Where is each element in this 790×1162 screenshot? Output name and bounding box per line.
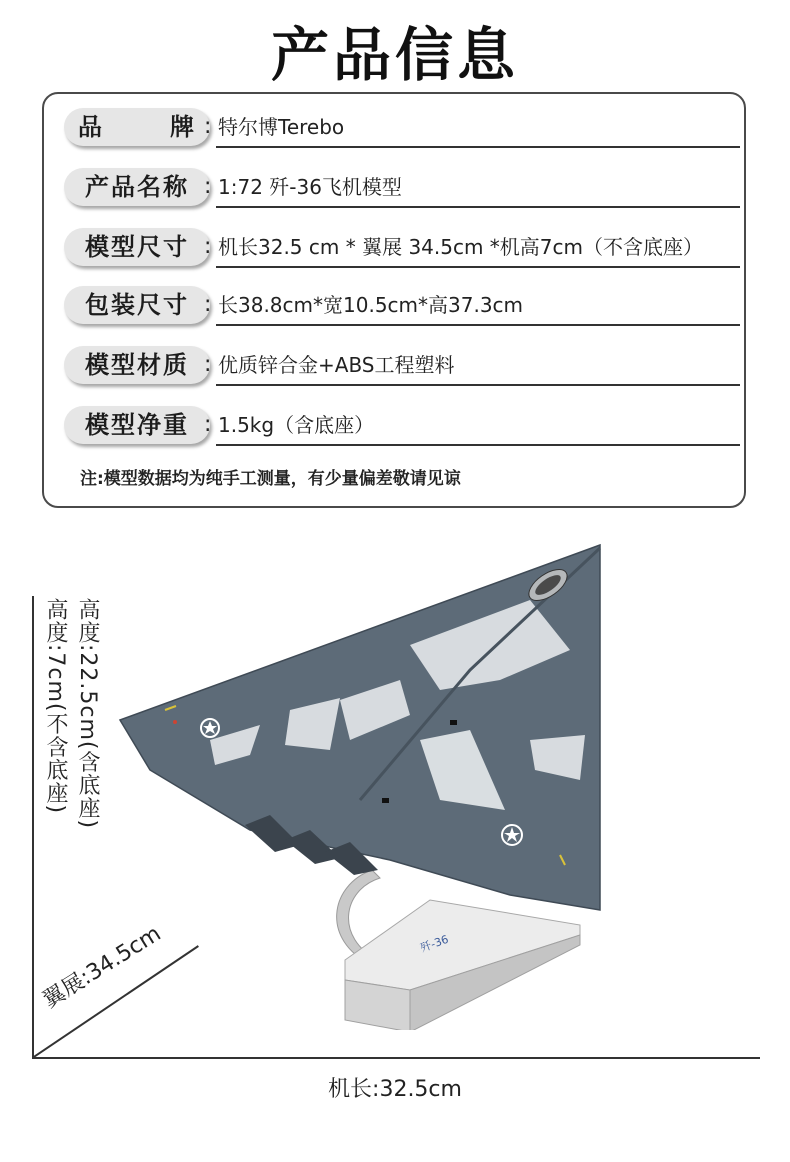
height-axis-line (32, 596, 34, 1058)
spec-colon: : (204, 352, 212, 377)
measurement-note: 注:模型数据均为纯手工测量，有少量偏差敬请见谅 (80, 469, 461, 489)
underline (216, 206, 740, 208)
spec-value: 1:72 歼-36飞机模型 (218, 175, 402, 199)
spec-colon: : (204, 292, 212, 317)
spec-row-weight (64, 404, 740, 448)
spec-label: 模型材质 (64, 346, 210, 384)
spec-value: 特尔博Terebo (218, 115, 345, 139)
spec-value: 1.5kg（含底座） (218, 413, 375, 437)
product-info-card (42, 92, 746, 508)
spec-colon: : (204, 234, 212, 259)
spec-colon: : (204, 114, 212, 139)
wingspan-label: 翼展:34.5cm (38, 921, 166, 1014)
spec-value: 优质锌合金+ABS工程塑料 (218, 353, 455, 377)
spec-row-material (64, 344, 740, 388)
spec-colon: : (204, 174, 212, 199)
underline (216, 324, 740, 326)
spec-row-brand (64, 106, 740, 150)
underline (216, 146, 740, 148)
spec-row-package-size (64, 284, 740, 328)
spec-label: 品 牌 (64, 108, 210, 146)
base-marking: 歼-36 (418, 932, 451, 955)
page-title: 产品信息 (270, 21, 519, 89)
underline (216, 266, 740, 268)
aircraft-model-image (110, 540, 610, 1030)
spec-label: 模型净重 (64, 406, 210, 444)
height-without-base-label: 高度:7cm(不含底座) (43, 598, 68, 815)
spec-colon: : (204, 412, 212, 437)
spec-label: 包装尺寸 (64, 286, 210, 324)
spec-row-product-name (64, 166, 740, 210)
length-label: 机长:32.5cm (328, 1077, 462, 1102)
underline (216, 444, 740, 446)
length-axis-line (32, 1057, 760, 1059)
spec-row-model-size (64, 226, 740, 270)
spec-label: 产品名称 (64, 168, 210, 206)
height-with-base-label: 高度:22.5cm(含底座) (75, 598, 100, 830)
spec-label: 模型尺寸 (64, 228, 210, 266)
spec-value: 机长32.5 cm * 翼展 34.5cm *机高7cm（不含底座） (218, 235, 704, 259)
spec-value: 长38.8cm*宽10.5cm*高37.3cm (218, 293, 524, 317)
underline (216, 384, 740, 386)
